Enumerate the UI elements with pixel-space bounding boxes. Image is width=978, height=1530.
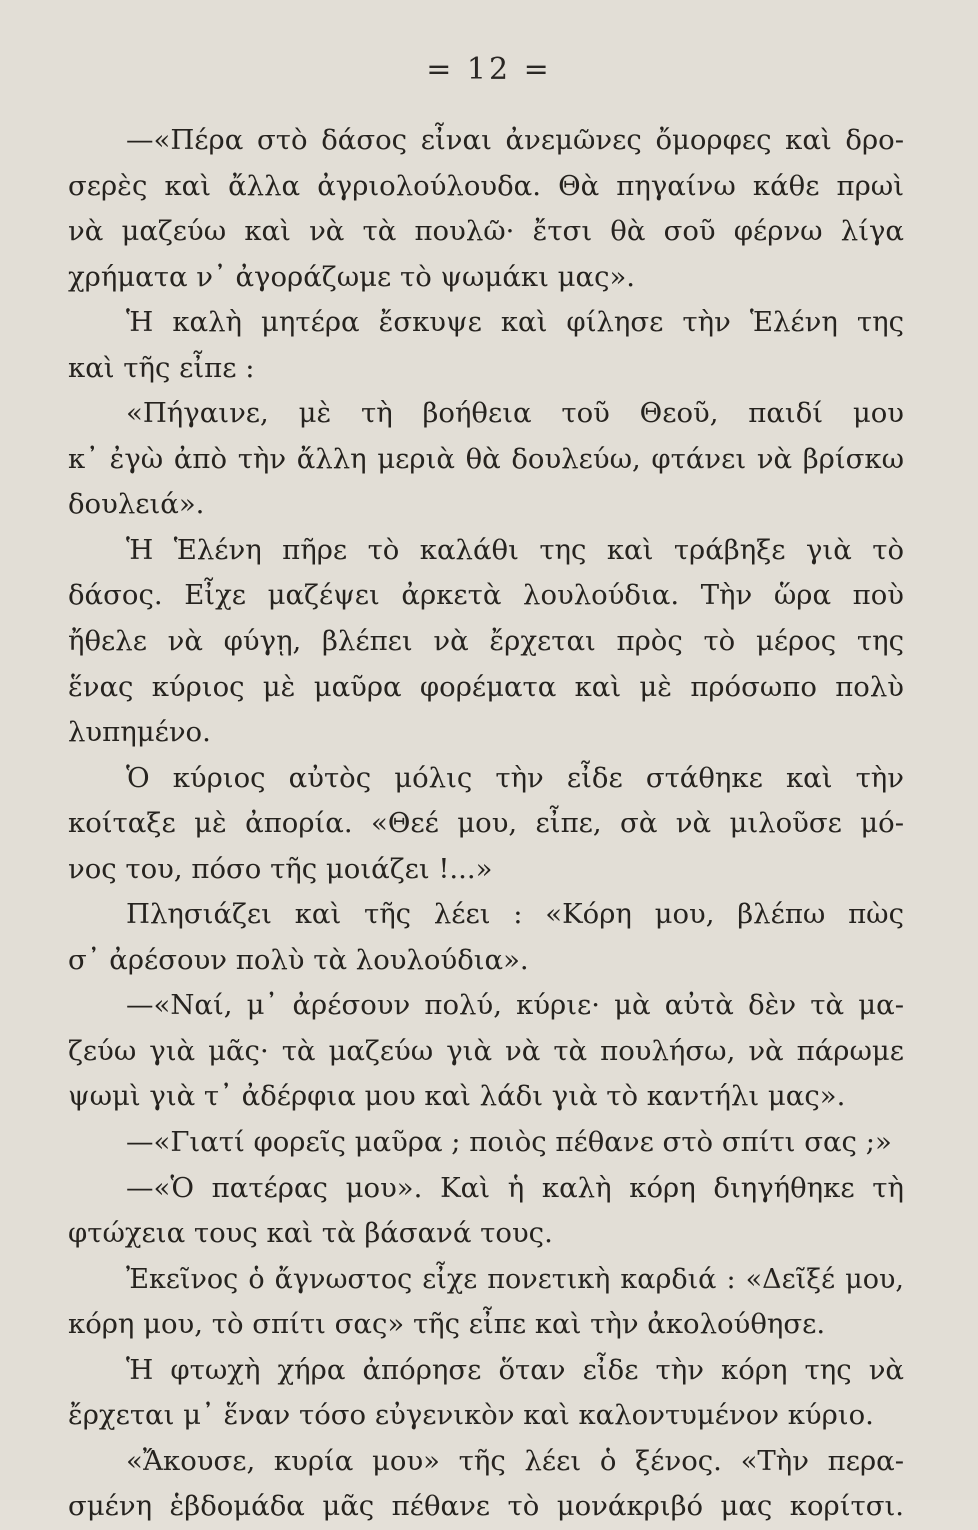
text-line: Ἡ καλὴ μητέρα ἔσκυψε καὶ φίλησε τὴν Ἑλένη της xyxy=(126,306,904,339)
text-line: νος του, πόσο τῆς μοιάζει !...» xyxy=(68,852,493,885)
text-line: Ὁ κύριος αὐτὸς μόλις τὴν εἶδε στάθηκε καὶ τὴν xyxy=(126,761,904,794)
text-line: ἕνας κύριος μὲ μαῦρα φορέματα καὶ μὲ πρόσωπο πολὺ xyxy=(68,670,904,703)
text-line: «Ἄκουσε, κυρία μου» τῆς λέει ὁ ξένος. «Τὴν περα- xyxy=(126,1444,904,1477)
text-line: ψωμὶ γιὰ τ᾽ ἀδέρφια μου καὶ λάδι γιὰ τὸ καντήλι μας». xyxy=(68,1080,846,1113)
text-line: Ἡ φτωχὴ χήρα ἀπόρησε ὅταν εἶδε τὴν κόρη της νὰ xyxy=(126,1353,904,1386)
body-text xyxy=(68,118,904,1530)
text-line: νὰ μαζεύω καὶ νὰ τὰ πουλῶ· ἔτσι θὰ σοῦ φέρνω λίγα xyxy=(68,215,904,248)
text-line: ζεύω γιὰ μᾶς· τὰ μαζεύω γιὰ νὰ τὰ πουλήσω, νὰ πάρωμε xyxy=(68,1034,904,1067)
text-line: κ᾽ ἐγὼ ἀπὸ τὴν ἄλλη μεριὰ θὰ δουλεύω, φτάνει νὰ βρίσκω xyxy=(68,442,904,475)
text-line: λυπημένο. xyxy=(68,716,211,749)
text-line: δουλειά». xyxy=(68,488,205,521)
text-line: σ᾽ ἀρέσουν πολὺ τὰ λουλούδια». xyxy=(68,943,529,976)
text-line: σμένη ἑβδομάδα μᾶς πέθανε τὸ μονάκριβό μας κορίτσι. xyxy=(68,1490,904,1523)
text-line: χρήματα ν᾽ ἀγοράζωμε τὸ ψωμάκι μας». xyxy=(68,260,636,293)
text-line: «Πήγαινε, μὲ τὴ βοήθεια τοῦ Θεοῦ, παιδί μου xyxy=(126,397,904,430)
text-line: φτώχεια τους καὶ τὰ βάσανά τους. xyxy=(68,1217,553,1250)
text-line: Ἐκεῖνος ὁ ἄγνωστος εἶχε πονετικὴ καρδιά : «Δεῖξέ μου, xyxy=(126,1263,904,1295)
text-line: Ἡ Ἑλένη πῆρε τὸ καλάθι της καὶ τράβηξε γιὰ τὸ xyxy=(126,533,904,566)
text-line: κόρη μου, τὸ σπίτι σας» τῆς εἶπε καὶ τὴν ἀκολούθησε. xyxy=(68,1308,826,1341)
text-line: —«Ὁ πατέρας μου». Καὶ ἡ καλὴ κόρη διηγήθηκε τὴ xyxy=(126,1171,904,1204)
text-line: δάσος. Εἶχε μαζέψει ἀρκετὰ λουλούδια. Τὴν ὥρα ποὺ xyxy=(68,579,904,612)
text-line: σερὲς καὶ ἄλλα ἀγριολούλουδα. Θὰ πηγαίνω κάθε πρωὶ xyxy=(68,169,904,202)
text-line: ἔρχεται μ᾽ ἕναν τόσο εὐγενικὸν καὶ καλοντυμένον κύριο. xyxy=(68,1399,874,1432)
text-line: —«Ναί, μ᾽ ἀρέσουν πολύ, κύριε· μὰ αὐτὰ δὲν τὰ μα- xyxy=(126,989,904,1022)
text-line: Πλησιάζει καὶ τῆς λέει : «Κόρη μου, βλέπω πὼς xyxy=(126,898,904,931)
text-line: —«Γιατί φορεῖς μαῦρα ; ποιὸς πέθανε στὸ σπίτι σας ;» xyxy=(126,1126,892,1159)
text-line: κοίταξε μὲ ἀπορία. «Θεέ μου, εἶπε, σὰ νὰ μιλοῦσε μό- xyxy=(68,807,904,840)
text-line: ἤθελε νὰ φύγῃ, βλέπει νὰ ἔρχεται πρὸς τὸ μέρος της xyxy=(68,625,904,658)
text-line: —«Πέρα στὸ δάσος εἶναι ἀνεμῶνες ὄμορφες καὶ δρο- xyxy=(126,124,904,156)
page-number: = 12 = xyxy=(426,52,552,87)
text-line: καὶ τῆς εἶπε : xyxy=(68,351,255,384)
